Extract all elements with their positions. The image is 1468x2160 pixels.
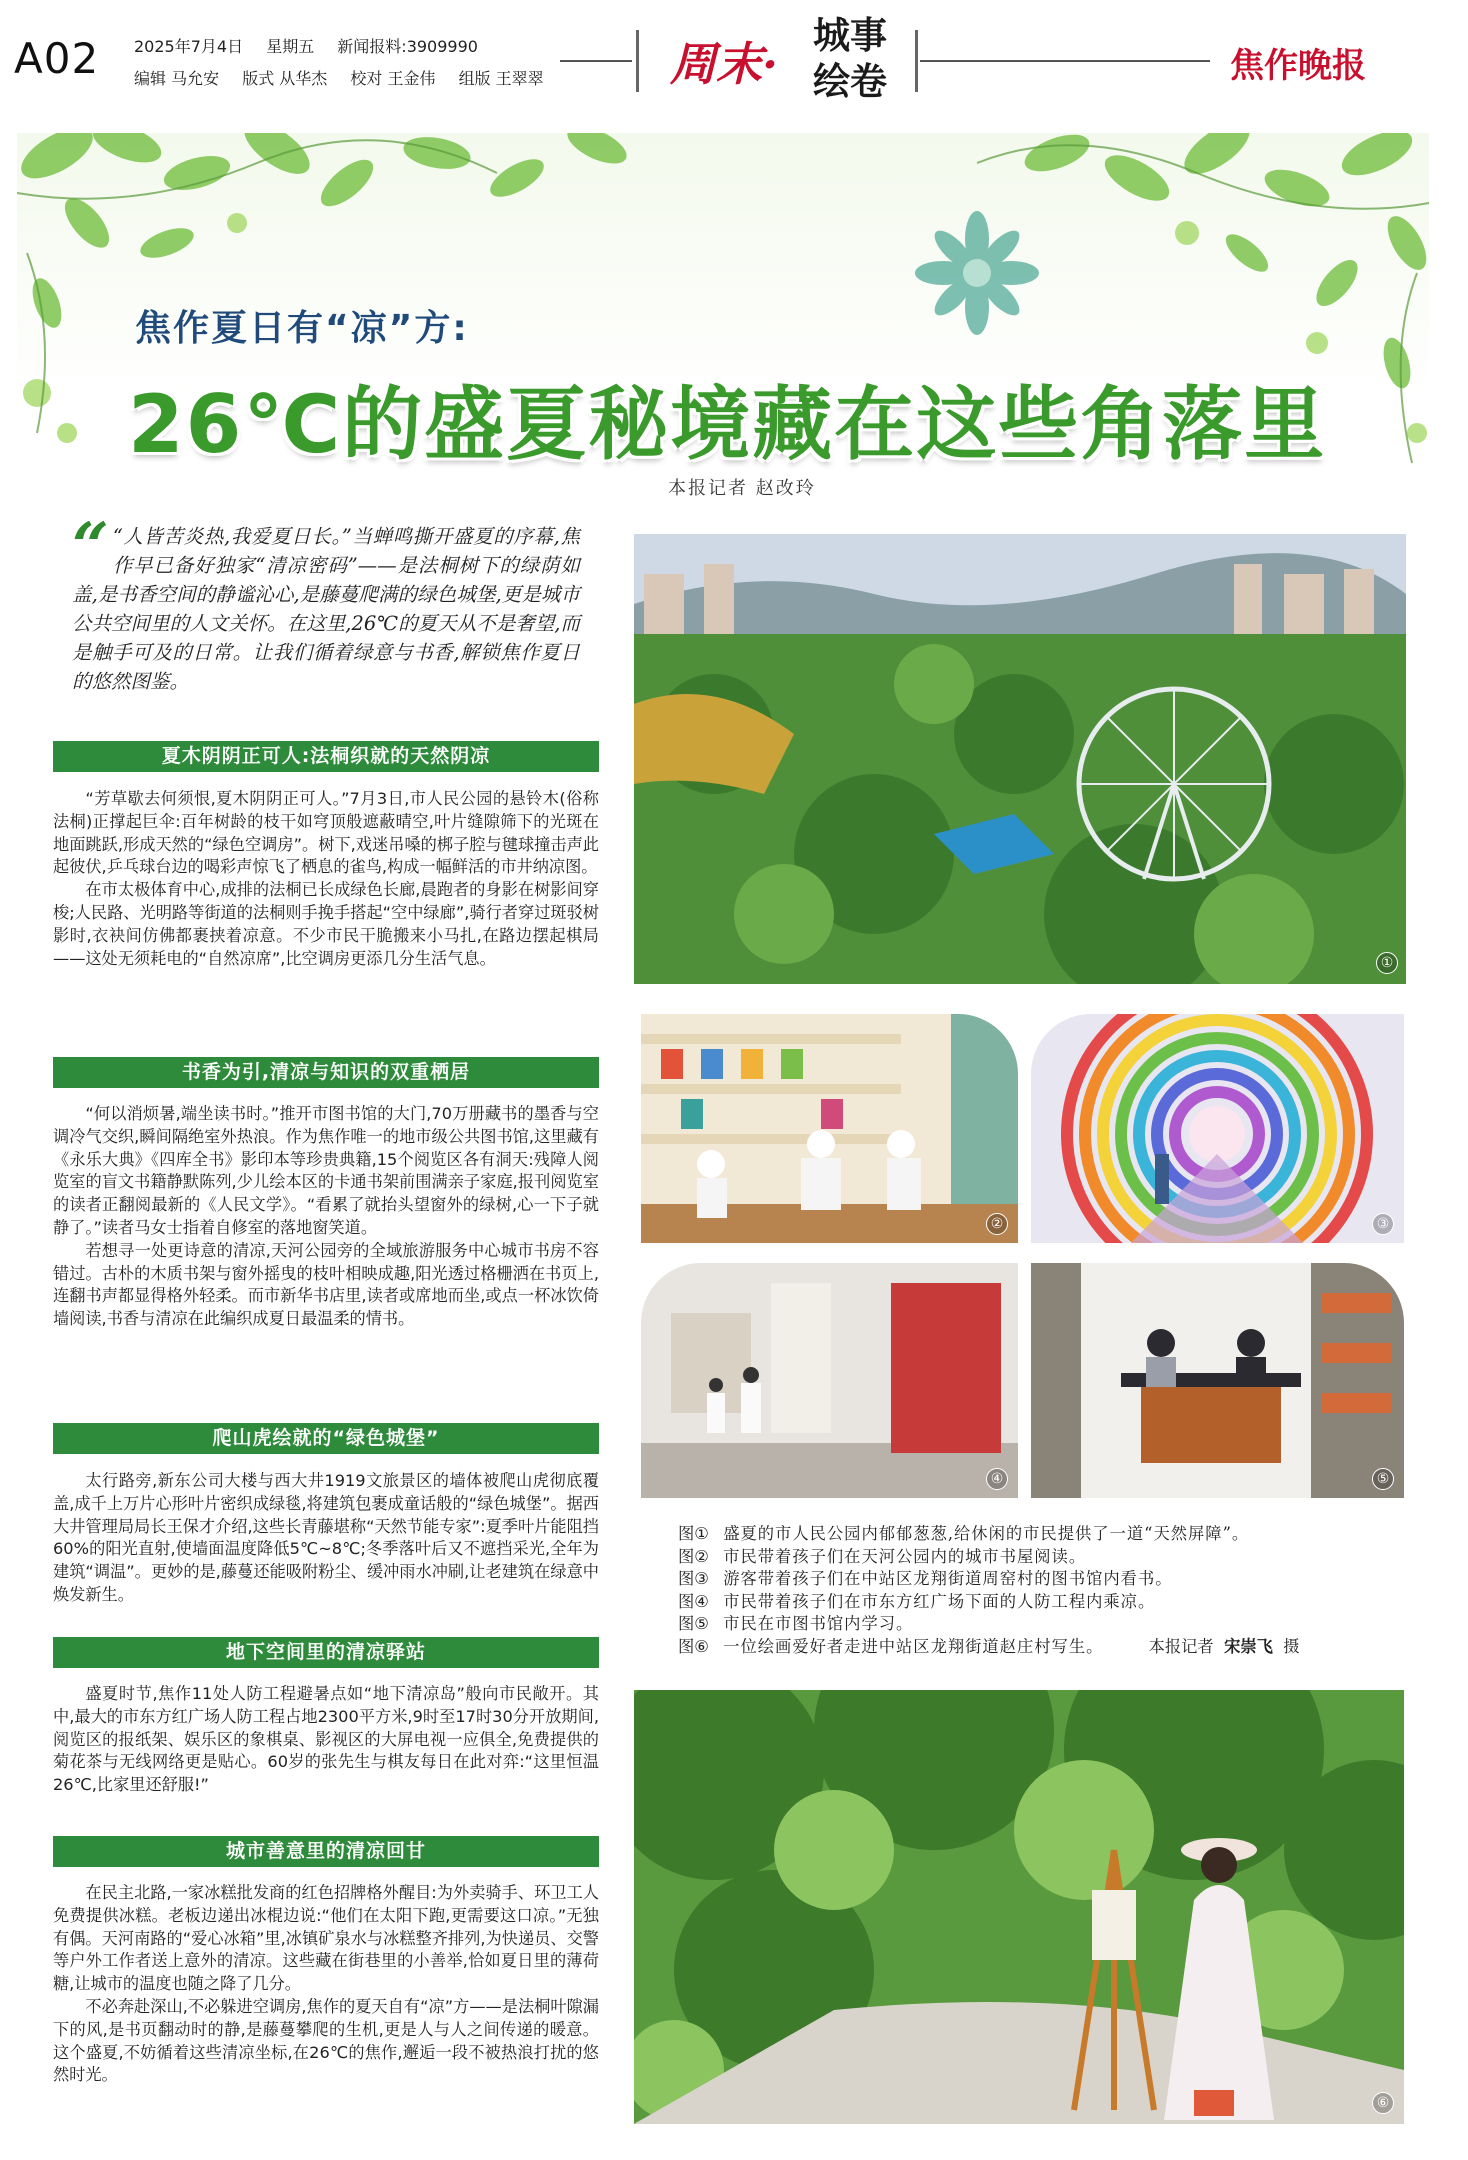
caption-text: 市民在市图书馆内学习。 [723, 1614, 914, 1633]
section-body [53, 1683, 599, 1797]
credit-suffix: 摄 [1283, 1636, 1300, 1656]
lead-text: “人皆苦炎热,我爱夏日长。”当蝉鸣撕开盛夏的序幕,焦作早已备好独家“清凉密码”——是法桐树下的绿荫如盖,是书香空间的静谧沁心,是藤蔓爬满的绿色城堡,更是城市公共空间里的人文关怀。在这里,26℃的夏天从不是奢望,而是触手可及的日常。让我们循着绿意与书香,解锁焦作夏日的悠然图鉴。 [72, 525, 580, 693]
section-body [53, 1882, 599, 2087]
photo-credit [1149, 1637, 1300, 1656]
section-heading: 城市善意里的清凉回甘 [53, 1836, 599, 1867]
photo-number: ② [986, 1213, 1008, 1235]
caption-row [678, 1546, 1418, 1569]
library-study-scene [1031, 1263, 1404, 1498]
section-heading: 爬山虎绘就的“绿色城堡” [53, 1423, 599, 1454]
body-paragraph: 在市太极体育中心,成排的法桐已长成绿色长廊,晨跑者的身影在树影间穿梭;人民路、光明路等街道的法桐则手挽手搭起“空中绿廊”,骑行者穿过斑驳树影时,衣袂间仿佛都裹挟着凉意。不少市民干脆搬来小马扎,在路边摆起棋局——这处无须耗电的“自然凉席”,比空调房更添几分生活气息。 [53, 880, 599, 968]
staff-credits [134, 66, 562, 89]
body-paragraph: 不必奔赴深山,不必躲进空调房,焦作的夏天自有“凉”方——是法桐叶隙漏下的风,是书页翻动时的静,是藤蔓攀爬的生机,更是人与人之间传递的暖意。这个盛夏,不妨循着这些清凉坐标,在26℃的焦作,邂逅一段不被热浪打扰的悠然时光。 [53, 1996, 599, 2085]
body-paragraph: “何以消烦暑,端坐读书时。”推开市图书馆的大门,70万册藏书的墨香与空调冷气交织,瞬间隔绝室外热浪。作为焦作唯一的地市级公共图书馆,这里藏有《永乐大典》《四库全书》影印本等珍贵典籍,15个阅览区各有洞天:残障人阅览室的盲文书籍静默陈列,少儿绘本区的卡通书架前围满亲子家庭,报刊阅览室的读者正翻阅最新的《人民文学》。“看累了就抬头望窗外的绿树,心一下子就静了。”读者马女士指着自修室的落地窗笑道。 [53, 1104, 599, 1237]
rainbow-tunnel-scene [1031, 1014, 1404, 1243]
staff-editor: 编辑 马允安 [134, 69, 220, 88]
caption-text: 游客带着孩子们在中站区龙翔街道周窑村的图书馆内看书。 [723, 1569, 1173, 1588]
masthead-divider [915, 30, 918, 92]
issue-info [134, 34, 496, 57]
body-paragraph: 若想寻一处更诗意的清凉,天河公园旁的全域旅游服务中心城市书房不容错过。古朴的木质书架与窗外摇曳的枝叶相映成趣,阳光透过格栅洒在书页上,连翻书声都显得格外轻柔。而市新华书店里,读者或席地而坐,或点一杯冰饮倚墙阅读,书香与清凉在此编织成夏日最温柔的情书。 [53, 1240, 599, 1329]
photo-rainbow-library [1031, 1014, 1404, 1243]
underground-hall-scene [641, 1263, 1018, 1498]
painter-scene [634, 1690, 1404, 2124]
caption-label: 图② [678, 1546, 709, 1566]
section-body [53, 788, 599, 970]
credit-name: 宋崇飞 [1224, 1636, 1273, 1656]
caption-text: 市民带着孩子们在天河公园内的城市书屋阅读。 [723, 1546, 1087, 1566]
body-paragraph: 盛夏时节,焦作11处人防工程避暑点如“地下清凉岛”般向市民敞开。其中,最大的市东方红广场人防工程占地2300平方米,9时至17时30分开放期间,阅览区的报纸架、娱乐区的象棋桌、影视区的大屏电视一应俱全,免费提供的菊花茶与无线网络更是贴心。60岁的张先生与棋友每日在此对弈:“这里恒温26℃,比家里还舒服!” [53, 1684, 599, 1795]
page-number: A02 [14, 34, 100, 83]
caption-label: 图⑥ [678, 1636, 709, 1656]
caption-row [678, 1568, 1418, 1591]
section-body [53, 1103, 599, 1331]
section-heading: 夏木阴阴正可人:法桐织就的天然阴凉 [53, 741, 599, 772]
body-paragraph: “芳草歇去何须恨,夏木阴阴正可人。”7月3日,市人民公园的悬铃木(俗称法桐)正撑起巨伞:百年树龄的枝干如穹顶般遮蔽晴空,叶片缝隙筛下的光斑在地面跳跃,形成天然的“绿色空调房”。树下,戏迷吊嗓的梆子腔与毽球撞击声此起彼伏,乒乓球台边的喝彩声惊飞了栖息的雀鸟,构成一幅鲜活的市井纳凉图。 [53, 789, 599, 877]
caption-row [678, 1523, 1418, 1546]
caption-text: 盛夏的市人民公园内郁郁葱葱,给休闲的市民提供了一道“天然屏障”。 [723, 1524, 1250, 1543]
weekend-brand: 周末· [670, 37, 779, 91]
caption-row [678, 1613, 1418, 1636]
body-paragraph: 太行路旁,新东公司大楼与西大井1919文旅景区的墙体被爬山虎彻底覆盖,成千上万片心形叶片密织成绿毯,将建筑包裹成童话般的“绿色城堡”。据西大井管理局局长王保才介绍,这些长青藤堪称“天然节能专家”:夏季叶片能阻挡60%的阳光直射,使墙面温度降低5℃~8℃;冬季落叶后又不遮挡采光,全年为建筑“调温”。更妙的是,藤蔓还能吸附粉尘、缓冲雨水冲刷,让老建筑在绿意中焕发新生。 [53, 1471, 599, 1604]
masthead-rule [920, 60, 1210, 62]
photo-city-library [1031, 1263, 1404, 1498]
caption-label: 图④ [678, 1591, 709, 1611]
quote-mark-icon: “ [72, 509, 109, 584]
park-scene [634, 534, 1406, 984]
body-paragraph: 在民主北路,一家冰糕批发商的红色招牌格外醒目:为外卖骑手、环卫工人免费提供冰糕。老板边递出冰棍边说:“他们在太阳下跑,更需要这口凉。”无独有偶。天河南路的“爱心冰箱”里,冰镇矿泉水与冰糕整齐排列,为快递员、交警等户外工作者送上意外的清凉。这些藏在街巷里的小善举,恰如夏日里的薄荷糖,让城市的温度也随之降了几分。 [53, 1883, 599, 1994]
article-headline: 26℃的盛夏秘境藏在这些角落里 [128, 378, 1327, 471]
staff-layout: 版式 从华杰 [242, 69, 328, 88]
photo-number: ④ [986, 1468, 1008, 1490]
caption-row [678, 1636, 1418, 1659]
masthead-rule [560, 60, 632, 62]
section-heading: 地下空间里的清凉驿站 [53, 1637, 599, 1668]
photo-number: ⑤ [1372, 1468, 1394, 1490]
article-byline: 本报记者 赵改玲 [668, 478, 816, 499]
caption-row [678, 1591, 1418, 1614]
section-heading: 书香为引,清凉与知识的双重栖居 [53, 1057, 599, 1088]
lead-paragraph [72, 509, 580, 696]
photo-park-aerial [634, 534, 1406, 984]
credit-prefix: 本报记者 [1148, 1636, 1214, 1656]
article-kicker: 焦作夏日有“凉”方: [135, 308, 469, 349]
news-hotline: 新闻报料:3909990 [337, 37, 478, 56]
masthead-divider [636, 30, 639, 92]
photo-number: ① [1376, 952, 1398, 974]
photo-painter [634, 1690, 1404, 2124]
caption-label: 图③ [678, 1569, 709, 1588]
section-brand: 城事绘卷 [813, 13, 887, 103]
bookhouse-scene [641, 1014, 1018, 1243]
photo-captions [678, 1523, 1418, 1658]
newspaper-logo: 焦作晚报 [1230, 46, 1366, 86]
staff-typeset: 组版 王翠翠 [458, 69, 544, 88]
caption-label: 图⑤ [678, 1614, 709, 1633]
issue-date: 2025年7月4日 [134, 37, 244, 56]
caption-text: 市民带着孩子们在市东方红广场下面的人防工程内乘凉。 [723, 1591, 1156, 1611]
photo-number: ⑥ [1372, 2092, 1394, 2114]
photo-civil-defense [641, 1263, 1018, 1498]
caption-text: 一位绘画爱好者走进中站区龙翔街道赵庄村写生。 [723, 1636, 1104, 1656]
caption-label: 图① [678, 1524, 709, 1543]
section-body [53, 1470, 599, 1607]
issue-weekday: 星期五 [266, 37, 315, 56]
staff-proof: 校对 王金伟 [350, 69, 436, 88]
photo-city-bookhouse [641, 1014, 1018, 1243]
photo-number: ③ [1372, 1213, 1394, 1235]
